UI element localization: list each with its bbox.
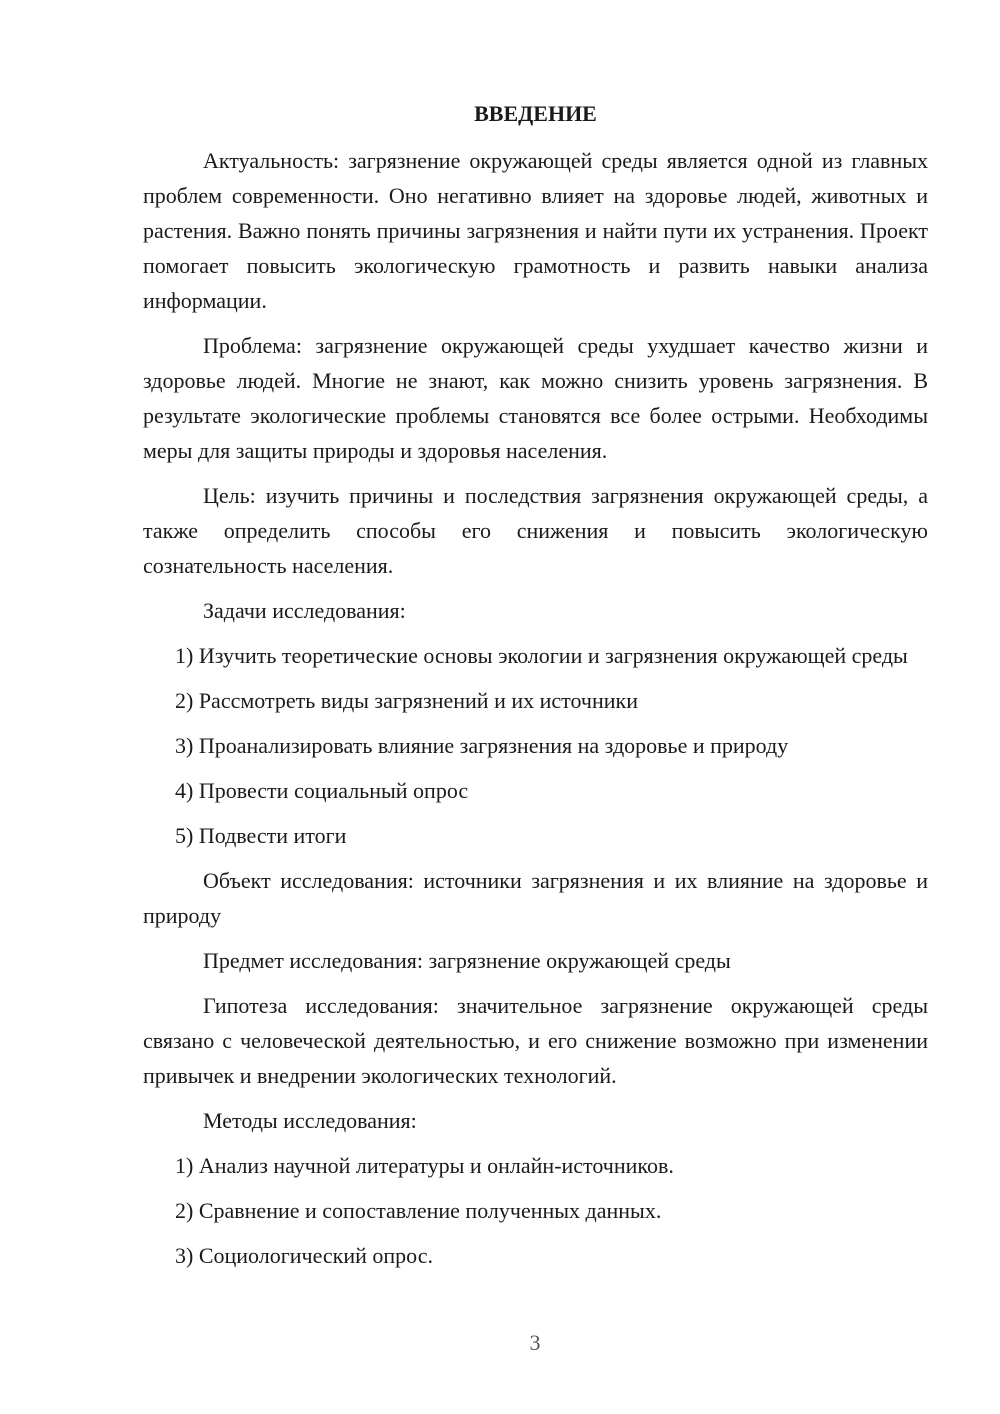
task-item: 1) Изучить теоретические основы экологии и загрязнения окружающей среды	[175, 643, 908, 668]
object-paragraph: Объект исследования: источники загрязнения и их влияние на здоровье и природу	[143, 868, 928, 928]
page-title: ВВЕДЕНИЕ	[474, 101, 597, 126]
tasks-heading: Задачи исследования:	[203, 598, 406, 623]
method-item: 3) Социологический опрос.	[175, 1243, 433, 1268]
hypothesis-paragraph: Гипотеза исследования: значительное загрязнение окружающей среды связано с человеческой деятельностью, и его снижение возможно при изменении привычек и внедрении экологических технологий.	[143, 993, 928, 1088]
page-number: 3	[529, 1330, 541, 1355]
goal-paragraph: Цель: изучить причины и последствия загрязнения окружающей среды, а также определить способы его снижения и повысить экологическую сознательность населения.	[143, 483, 928, 578]
document-page	[143, 96, 928, 1283]
method-item: 1) Анализ научной литературы и онлайн-источников.	[175, 1153, 674, 1178]
methods-heading: Методы исследования:	[203, 1108, 417, 1133]
task-item: 3) Проанализировать влияние загрязнения на здоровье и природу	[175, 733, 789, 758]
task-item: 4) Провести социальный опрос	[175, 778, 469, 803]
subject-paragraph: Предмет исследования: загрязнение окружающей среды	[203, 948, 731, 973]
relevance-paragraph: Актуальность: загрязнение окружающей среды является одной из главных проблем современности. Оно негативно влияет на здоровье людей, животных и растения. Важно понять причины загрязнения и найти пути их устранения. Проект помогает повысить экологическую грамотность и развить навыки анализа информации.	[143, 148, 928, 313]
task-item: 2) Рассмотреть виды загрязнений и их источники	[175, 688, 638, 713]
problem-paragraph: Проблема: загрязнение окружающей среды ухудшает качество жизни и здоровье людей. Многие не знают, как можно снизить уровень загрязнения. В результате экологические проблемы становятся все более острыми. Необходимы меры для защиты природы и здоровья населения.	[143, 333, 928, 463]
task-item: 5) Подвести итоги	[175, 823, 347, 848]
method-item: 2) Сравнение и сопоставление полученных данных.	[175, 1198, 662, 1223]
